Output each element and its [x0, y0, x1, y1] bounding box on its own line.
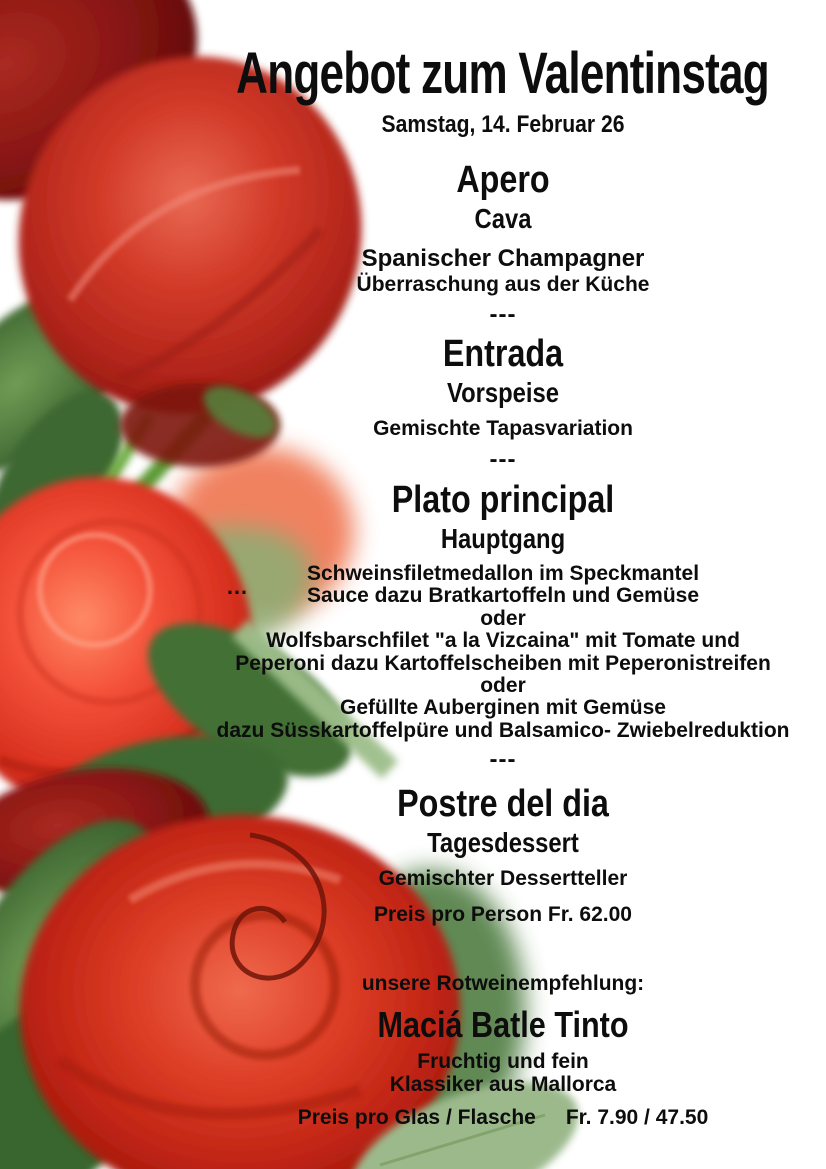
- menu-line: Sauce dazu Bratkartoffeln und Gemüse: [306, 584, 700, 608]
- section-heading: Postre del dia: [397, 783, 609, 825]
- wine-name: Maciá Batle Tinto: [377, 1004, 629, 1045]
- poster-date: Samstag, 14. Februar 26: [381, 111, 625, 138]
- menu-price-per-person: Preis pro Person Fr. 62.00: [374, 903, 632, 926]
- section-apero: [180, 158, 826, 297]
- section-entrada: [180, 332, 826, 441]
- menu-line: Überraschung aus der Küche: [356, 273, 650, 296]
- menu-text-column: [180, 0, 826, 1169]
- section-subheading: Hauptgang: [440, 523, 566, 554]
- stray-ellipsis: …: [226, 574, 248, 599]
- section-heading: Plato principal: [391, 479, 615, 521]
- wine-recommendation: [180, 972, 826, 1130]
- section-subheading: Tagesdessert: [427, 827, 579, 858]
- menu-line: oder: [480, 606, 526, 630]
- wine-heading: unsere Rotweinempfehlung:: [361, 972, 645, 995]
- section-heading: Apero: [456, 159, 550, 201]
- menu-line: Spanischer Champagner: [361, 245, 645, 272]
- menu-line: Schweinsfiletmedallon im Speckmantel: [306, 562, 700, 585]
- menu-line: Gefüllte Auberginen mit Gemüse: [340, 696, 666, 720]
- menu-line: dazu Süsskartoffelpüre und Balsamico- Zwiebelreduktion: [216, 718, 790, 742]
- section-separator: ---: [489, 446, 517, 473]
- wine-price-line: [180, 1106, 826, 1130]
- menu-line: Wolfsbarschfilet "a la Vizcaina" mit Tomate und: [266, 629, 740, 653]
- section-plato-principal: [180, 478, 826, 742]
- wine-line: Klassiker aus Mallorca: [389, 1073, 617, 1096]
- section-subheading: Cava: [474, 203, 532, 234]
- section-postre: [180, 782, 826, 927]
- poster-header: [180, 41, 826, 139]
- menu-line: oder: [480, 674, 526, 698]
- poster-title: Angebot zum Valentinstag: [236, 41, 770, 106]
- wine-price-value: Fr. 7.90 / 47.50: [565, 1106, 709, 1129]
- wine-price-label: Preis pro Glas / Flasche: [297, 1106, 536, 1129]
- section-separator: ---: [489, 301, 517, 328]
- wine-line: Fruchtig und fein: [417, 1050, 589, 1073]
- section-subheading: Vorspeise: [446, 377, 560, 408]
- menu-line: Peperoni dazu Kartoffelscheiben mit Peperonistreifen: [235, 651, 771, 675]
- menu-line: Gemischte Tapasvariation: [373, 417, 633, 440]
- section-separator: ---: [489, 746, 517, 773]
- section-heading: Entrada: [442, 333, 564, 375]
- poster-title-wrap: [180, 41, 826, 106]
- menu-line: Gemischter Dessertteller: [378, 867, 628, 890]
